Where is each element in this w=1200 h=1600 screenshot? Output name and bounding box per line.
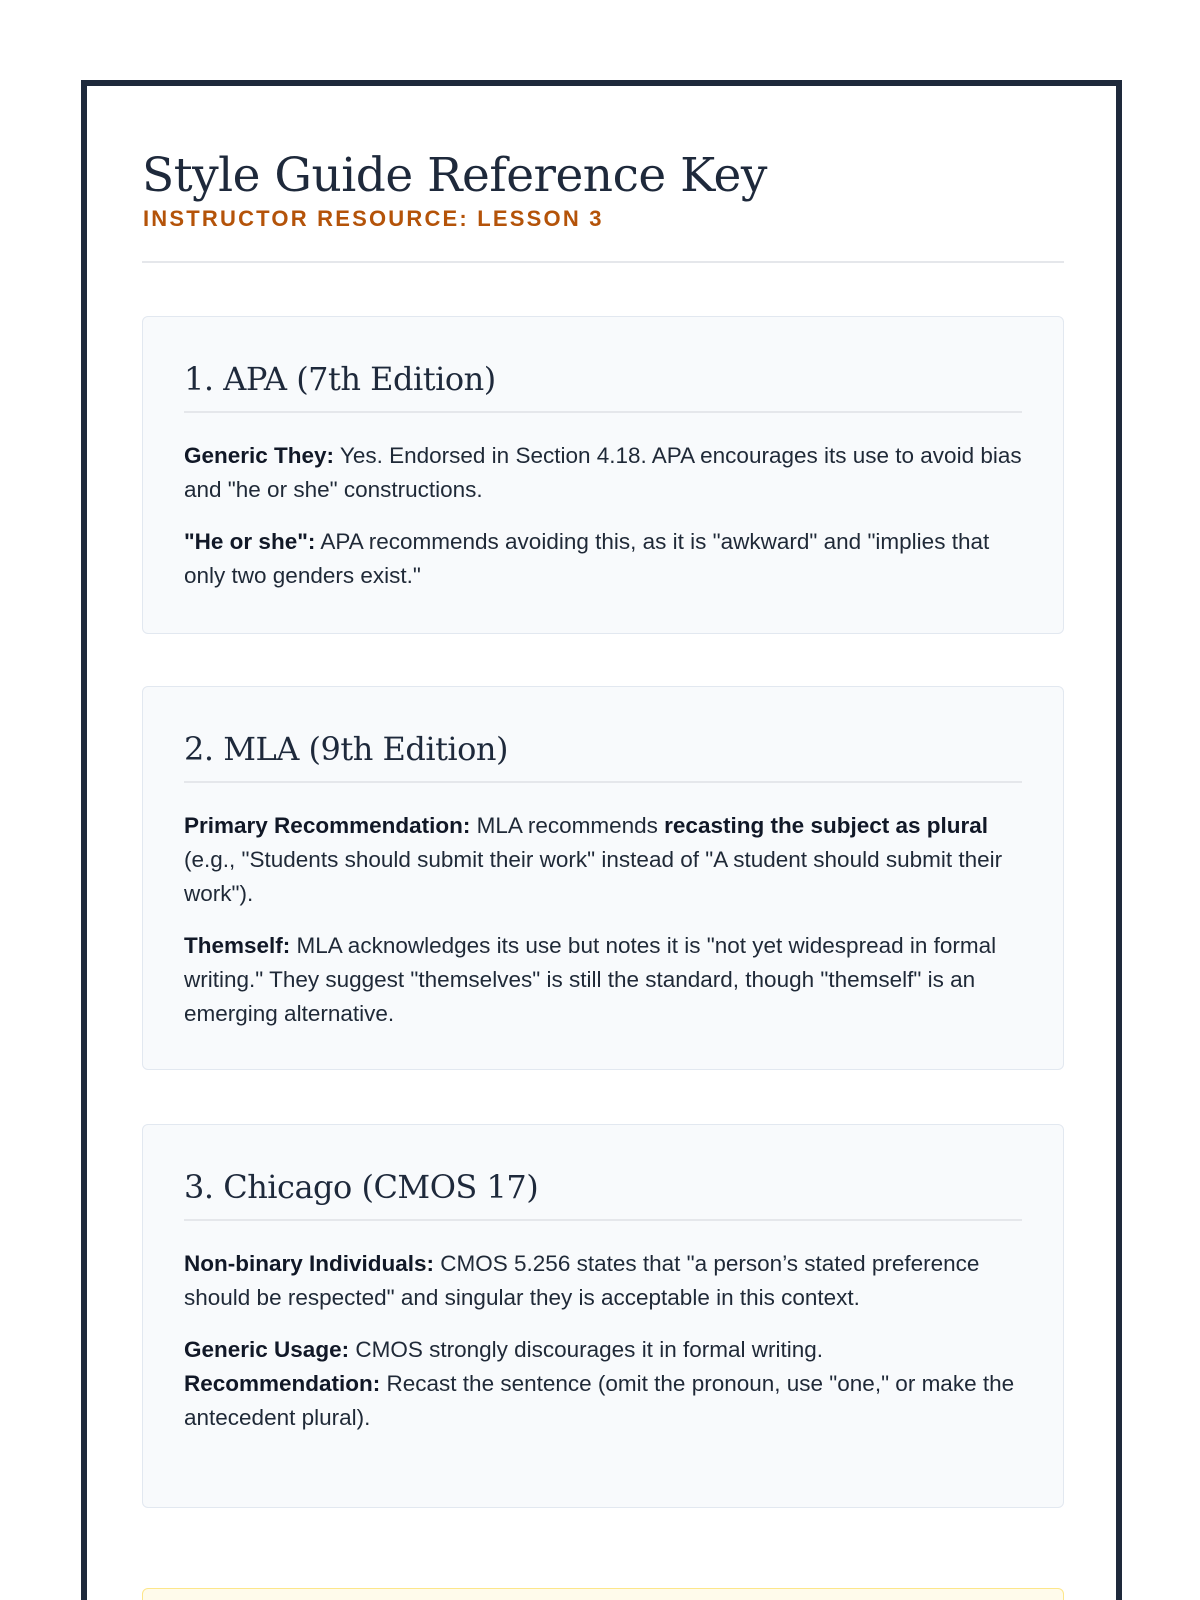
entry-label: Generic Usage: <box>184 1337 350 1362</box>
entry-label: Generic They: <box>184 443 335 468</box>
section-mla <box>142 686 1064 1070</box>
entry-text: MLA acknowledges its use but notes it is "not yet widespread in formal writing." They suggest "themselves" is still the standard, though "themself" is an emerging alternative. <box>184 933 997 1026</box>
section-title: 2. MLA (9th Edition) <box>184 687 1022 783</box>
section-body <box>184 439 1022 593</box>
section-apa <box>142 316 1064 634</box>
entry-label: Non-binary Individuals: <box>184 1251 435 1276</box>
entry-label: Themself: <box>184 933 291 958</box>
page-subtitle: INSTRUCTOR RESOURCE: LESSON 3 <box>143 206 604 231</box>
entry-text: CMOS strongly discourages it in formal writing. <box>349 1337 823 1362</box>
header-divider <box>142 261 1064 263</box>
entry-text: Recast the sentence (omit the pronoun, use "one," or make the antecedent plural). <box>184 1371 1015 1430</box>
entry-text: CMOS 5.256 states that "a person’s stated preference should be respected" and singular they is acceptable in this context. <box>184 1251 980 1310</box>
entry-label: "He or she": <box>184 529 316 554</box>
document-frame <box>81 80 1122 1600</box>
section-title: 1. APA (7th Edition) <box>184 317 1022 413</box>
entry-primary-recommendation <box>184 809 1022 911</box>
entry-he-or-she <box>184 525 1022 593</box>
entry-emphasis: recasting the subject as plural <box>664 813 989 838</box>
entry-generic-they <box>184 439 1022 507</box>
page-title: Style Guide Reference Key <box>142 148 767 203</box>
section-body <box>184 809 1022 1031</box>
note-card <box>142 1588 1064 1600</box>
section-chicago <box>142 1124 1064 1508</box>
entry-generic-usage <box>184 1333 1022 1367</box>
entry-label: Primary Recommendation: <box>184 813 471 838</box>
entry-text: MLA recommends <box>470 813 665 838</box>
section-title: 3. Chicago (CMOS 17) <box>184 1125 1022 1221</box>
entry-label: Recommendation: <box>184 1371 381 1396</box>
entry-recommendation <box>184 1367 1022 1435</box>
section-body <box>184 1247 1022 1435</box>
entry-themself <box>184 929 1022 1031</box>
entry-text: Yes. Endorsed in Section 4.18. APA encourages its use to avoid bias and "he or she" constructions. <box>184 443 1022 502</box>
entry-text: APA recommends avoiding this, as it is "awkward" and "implies that only two genders exist." <box>184 529 990 588</box>
entry-non-binary <box>184 1247 1022 1315</box>
entry-text: (e.g., "Students should submit their work" instead of "A student should submit their work"). <box>184 847 1003 906</box>
